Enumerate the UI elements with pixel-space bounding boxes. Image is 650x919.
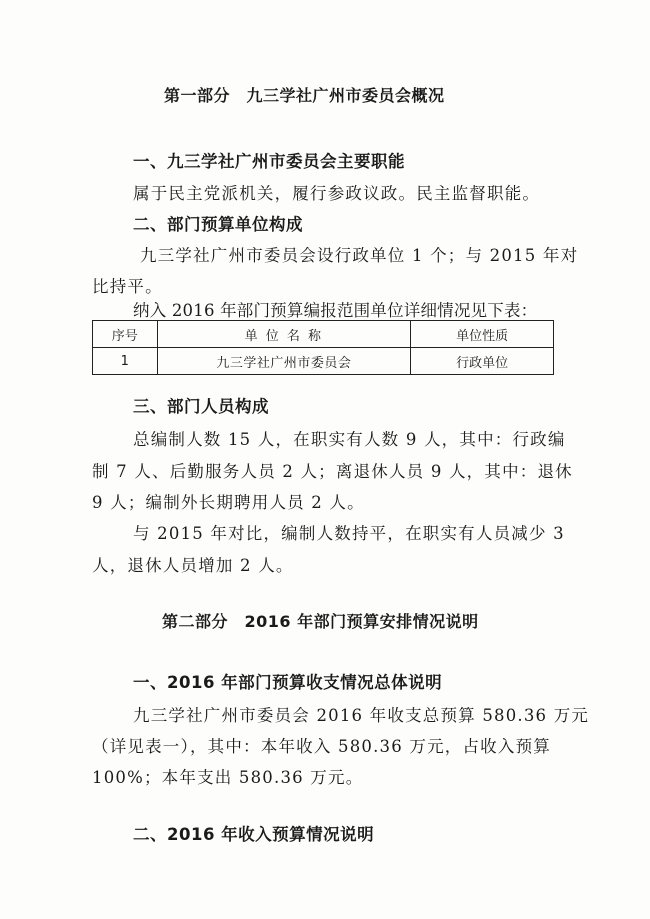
- section2-line2: 比持平。: [92, 277, 163, 296]
- table-header-cell: 序号: [93, 321, 158, 348]
- part2-title: 第二部分 2016 年部门预算安排情况说明: [162, 612, 479, 631]
- section2-line1: 九三学社广州市委员会设行政单位 1 个；与 2015 年对: [140, 246, 579, 265]
- table-header-row: [93, 321, 554, 348]
- section3-line: 9 人；编制外长期聘用人员 2 人。: [92, 493, 365, 512]
- part2-section1-line: 九三学社广州市委员会 2016 年收支总预算 580.36 万元: [133, 706, 590, 725]
- table-header-cell: 单 位 名 称: [157, 321, 411, 348]
- table-cell: 九三学社广州市委员会: [157, 348, 411, 375]
- table-intro: 纳入 2016 年部门预算编报范围单位详细情况见下表：: [133, 301, 538, 320]
- table-cell: 1: [93, 348, 158, 375]
- section1-heading: 一、九三学社广州市委员会主要职能: [133, 152, 405, 171]
- table-row: [93, 348, 554, 375]
- section3-line: 制 7 人、后勤服务人员 2 人；离退休人员 9 人，其中：退休: [92, 462, 573, 481]
- table-cell: 行政单位: [411, 348, 554, 375]
- part1-title: 第一部分 九三学社广州市委员会概况: [164, 86, 445, 105]
- section3-line: 与 2015 年对比，编制人数持平，在职实有人员减少 3: [133, 524, 565, 543]
- part2-section1-line: （详见表一），其中：本年收入 580.36 万元，占收入预算: [92, 737, 551, 756]
- section1-text: 属于民主党派机关，履行参政议政。民主监督职能。: [133, 184, 541, 203]
- section3-line: 人，退休人员增加 2 人。: [92, 556, 294, 575]
- part2-section1-heading: 一、2016 年部门预算收支情况总体说明: [133, 673, 443, 692]
- table-header-cell: 单位性质: [411, 321, 554, 348]
- section3-heading: 三、部门人员构成: [133, 397, 269, 416]
- part2-section1-line: 100%；本年支出 580.36 万元。: [92, 768, 364, 787]
- section2-heading: 二、部门预算单位构成: [133, 215, 303, 234]
- part2-section2-heading: 二、2016 年收入预算情况说明: [133, 825, 375, 844]
- section3-line: 总编制人数 15 人，在职实有人数 9 人，其中：行政编: [133, 430, 566, 449]
- unit-table: [92, 320, 554, 375]
